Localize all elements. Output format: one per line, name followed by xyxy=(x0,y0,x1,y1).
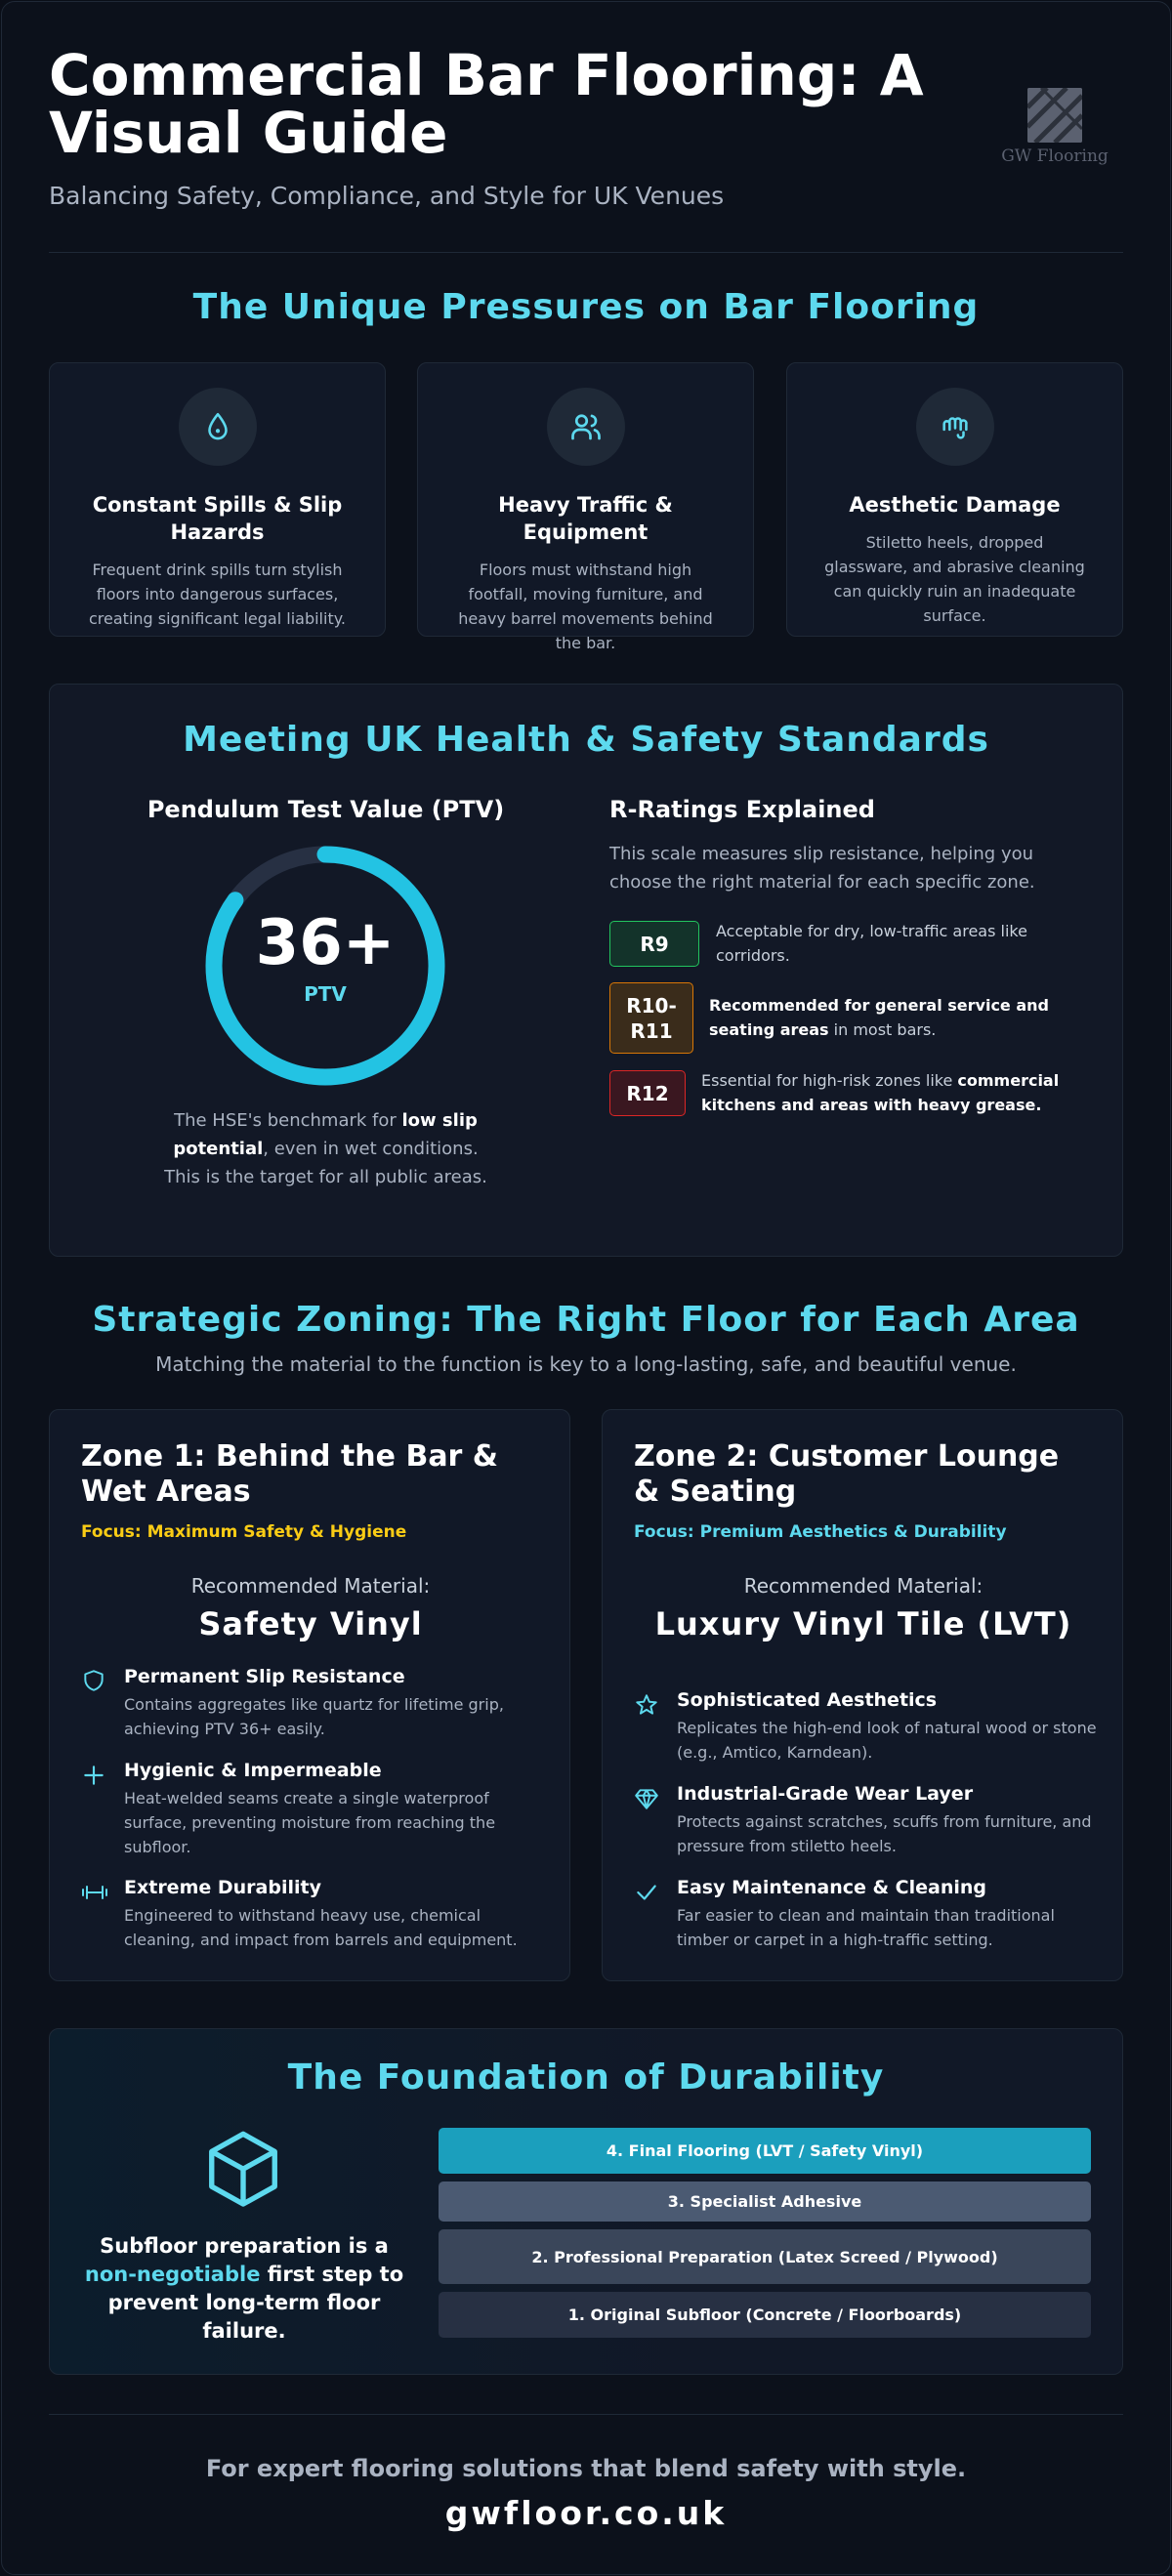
shield-icon xyxy=(81,1668,106,1693)
users-icon xyxy=(547,388,625,466)
zoning-title: Strategic Zoning: The Right Floor for Each Area xyxy=(92,1300,1080,1340)
page-subtitle: Balancing Safety, Compliance, and Style for UK Venues xyxy=(49,182,725,210)
layer-preparation: 2. Professional Preparation (Latex Screed / Plywood) xyxy=(439,2229,1091,2284)
feature-text: Replicates the high-end look of natural wood or stone (e.g., Amtico, Karndean). xyxy=(677,1719,1097,1762)
divider xyxy=(49,2414,1123,2415)
rating-desc-r9 xyxy=(716,919,1087,968)
feature-text: Far easier to clean and maintain than traditional timber or carpet in a high-traffic setting. xyxy=(677,1906,1055,1949)
card-text: Frequent drink spills turn stylish floors into dangerous surfaces, creating significant legal liability. xyxy=(89,561,346,628)
recommended-material: Luxury Vinyl Tile (LVT) xyxy=(654,1605,1072,1642)
zone-card-1 xyxy=(49,1409,570,1981)
rating-badge-r12: R12 xyxy=(609,1070,686,1116)
rating-badge-r9: R9 xyxy=(609,921,699,967)
ptv-unit: PTV xyxy=(304,982,347,1006)
feature-heading: Permanent Slip Resistance xyxy=(124,1666,405,1687)
layer-adhesive: 3. Specialist Adhesive xyxy=(439,2181,1091,2222)
feature-text: Engineered to withstand heavy use, chemical cleaning, and impact from barrels and equipment. xyxy=(124,1906,518,1949)
pressure-card xyxy=(417,362,754,652)
foundation-text-start: Subfloor preparation is a xyxy=(100,2234,389,2258)
pressures-title: The Unique Pressures on Bar Flooring xyxy=(192,287,980,327)
feature-text: Heat-welded seams create a single waterproof surface, preventing moisture from reaching the subfloor. xyxy=(124,1789,496,1856)
layer-final-flooring: 4. Final Flooring (LVT / Safety Vinyl) xyxy=(439,2128,1091,2174)
health-safety-title: Meeting UK Health & Safety Standards xyxy=(183,720,989,760)
pressure-card xyxy=(786,362,1123,637)
hand-icon xyxy=(916,388,994,466)
foundation-text-end: first step to prevent long-term floor failure. xyxy=(107,2263,404,2343)
feature-heading: Easy Maintenance & Cleaning xyxy=(677,1877,986,1898)
zone-heading: Zone 2: Customer Lounge & Seating xyxy=(634,1439,1060,1509)
recommended-material: Safety Vinyl xyxy=(198,1605,423,1642)
card-text: Floors must withstand high footfall, moving furniture, and heavy barrel movements behind the bar. xyxy=(458,561,713,652)
box-icon xyxy=(201,2127,285,2219)
rating-desc-bold: commercial kitchens and areas with heavy grease. xyxy=(701,1071,1060,1114)
ptv-text-bold: low slip potential xyxy=(173,1110,478,1159)
card-heading: Heavy Traffic & Equipment xyxy=(498,493,673,544)
feature-heading: Sophisticated Aesthetics xyxy=(677,1689,938,1711)
droplet-icon xyxy=(179,388,257,466)
rating-badge-r10-r11 xyxy=(609,982,693,1054)
plus-icon xyxy=(81,1763,106,1788)
foundation-text-highlight: non-negotiable xyxy=(84,2263,261,2286)
ptv-value: 36+ xyxy=(255,907,396,979)
recommended-label: Recommended Material: xyxy=(190,1574,431,1598)
rating-desc-bold: Recommended for general service and seating areas xyxy=(709,996,1049,1039)
pressure-card xyxy=(49,362,386,637)
feature-heading: Industrial-Grade Wear Layer xyxy=(677,1783,974,1805)
zone-focus: Focus: Maximum Safety & Hygiene xyxy=(81,1522,407,1542)
footer-tagline: For expert flooring solutions that blend safety with style. xyxy=(205,2455,967,2482)
ptv-text-end: , even in wet conditions. This is the target for all public areas. xyxy=(164,1139,487,1187)
feature-heading: Hygienic & Impermeable xyxy=(124,1760,382,1781)
rating-desc-r10-r11 xyxy=(709,993,1090,1042)
barbell-icon xyxy=(81,1883,106,1908)
brand-logo[interactable] xyxy=(996,88,1113,166)
footer-url-link[interactable]: gwfloor.co.uk xyxy=(444,2494,728,2532)
ptv-title: Pendulum Test Value (PTV) xyxy=(146,796,505,823)
ptv-text-start: The HSE's benchmark for xyxy=(174,1110,402,1131)
zone-heading: Zone 1: Behind the Bar & Wet Areas xyxy=(81,1439,498,1509)
gem-icon xyxy=(634,1786,659,1811)
rating-desc-text: Acceptable for dry, low-traffic areas like corridors. xyxy=(716,922,1027,965)
star-icon xyxy=(634,1692,659,1718)
feature-heading: Extreme Durability xyxy=(124,1877,321,1898)
foundation-title: The Foundation of Durability xyxy=(287,2057,885,2098)
feature-text: Protects against scratches, scuffs from furniture, and pressure from stiletto heels. xyxy=(677,1812,1092,1855)
divider xyxy=(49,252,1123,253)
card-text: Stiletto heels, dropped glassware, and abrasive cleaning can quickly ruin an inadequate surface. xyxy=(824,533,1085,625)
rating-badge-label: R10-R11 xyxy=(626,993,677,1043)
check-icon xyxy=(634,1880,659,1905)
rratings-title: R-Ratings Explained xyxy=(609,796,875,823)
page-title: Commercial Bar Flooring: A Visual Guide xyxy=(49,42,924,166)
ptv-description xyxy=(161,1106,490,1191)
rating-desc-r12 xyxy=(701,1068,1092,1117)
card-heading: Aesthetic Damage xyxy=(849,493,1061,517)
zone-focus: Focus: Premium Aesthetics & Durability xyxy=(634,1522,1007,1542)
rating-desc-text: Essential for high-risk zones like xyxy=(701,1071,958,1090)
foundation-text xyxy=(83,2232,405,2346)
rating-desc-text: in most bars. xyxy=(828,1020,937,1039)
rratings-intro: This scale measures slip resistance, helping you choose the right material for each specific zone. xyxy=(609,844,1035,893)
zoning-subtitle: Matching the material to the function is key to a long-lasting, safe, and beautiful venue. xyxy=(155,1352,1017,1376)
logo-mark-icon xyxy=(1027,88,1082,143)
recommended-label: Recommended Material: xyxy=(743,1574,984,1598)
card-heading: Constant Spills & Slip Hazards xyxy=(92,493,343,544)
feature-text: Contains aggregates like quartz for lifetime grip, achieving PTV 36+ easily. xyxy=(124,1695,504,1738)
zone-card-2 xyxy=(602,1409,1123,1981)
logo-text: GW Flooring xyxy=(1001,146,1109,166)
layer-original-subfloor: 1. Original Subfloor (Concrete / Floorboards) xyxy=(439,2292,1091,2338)
